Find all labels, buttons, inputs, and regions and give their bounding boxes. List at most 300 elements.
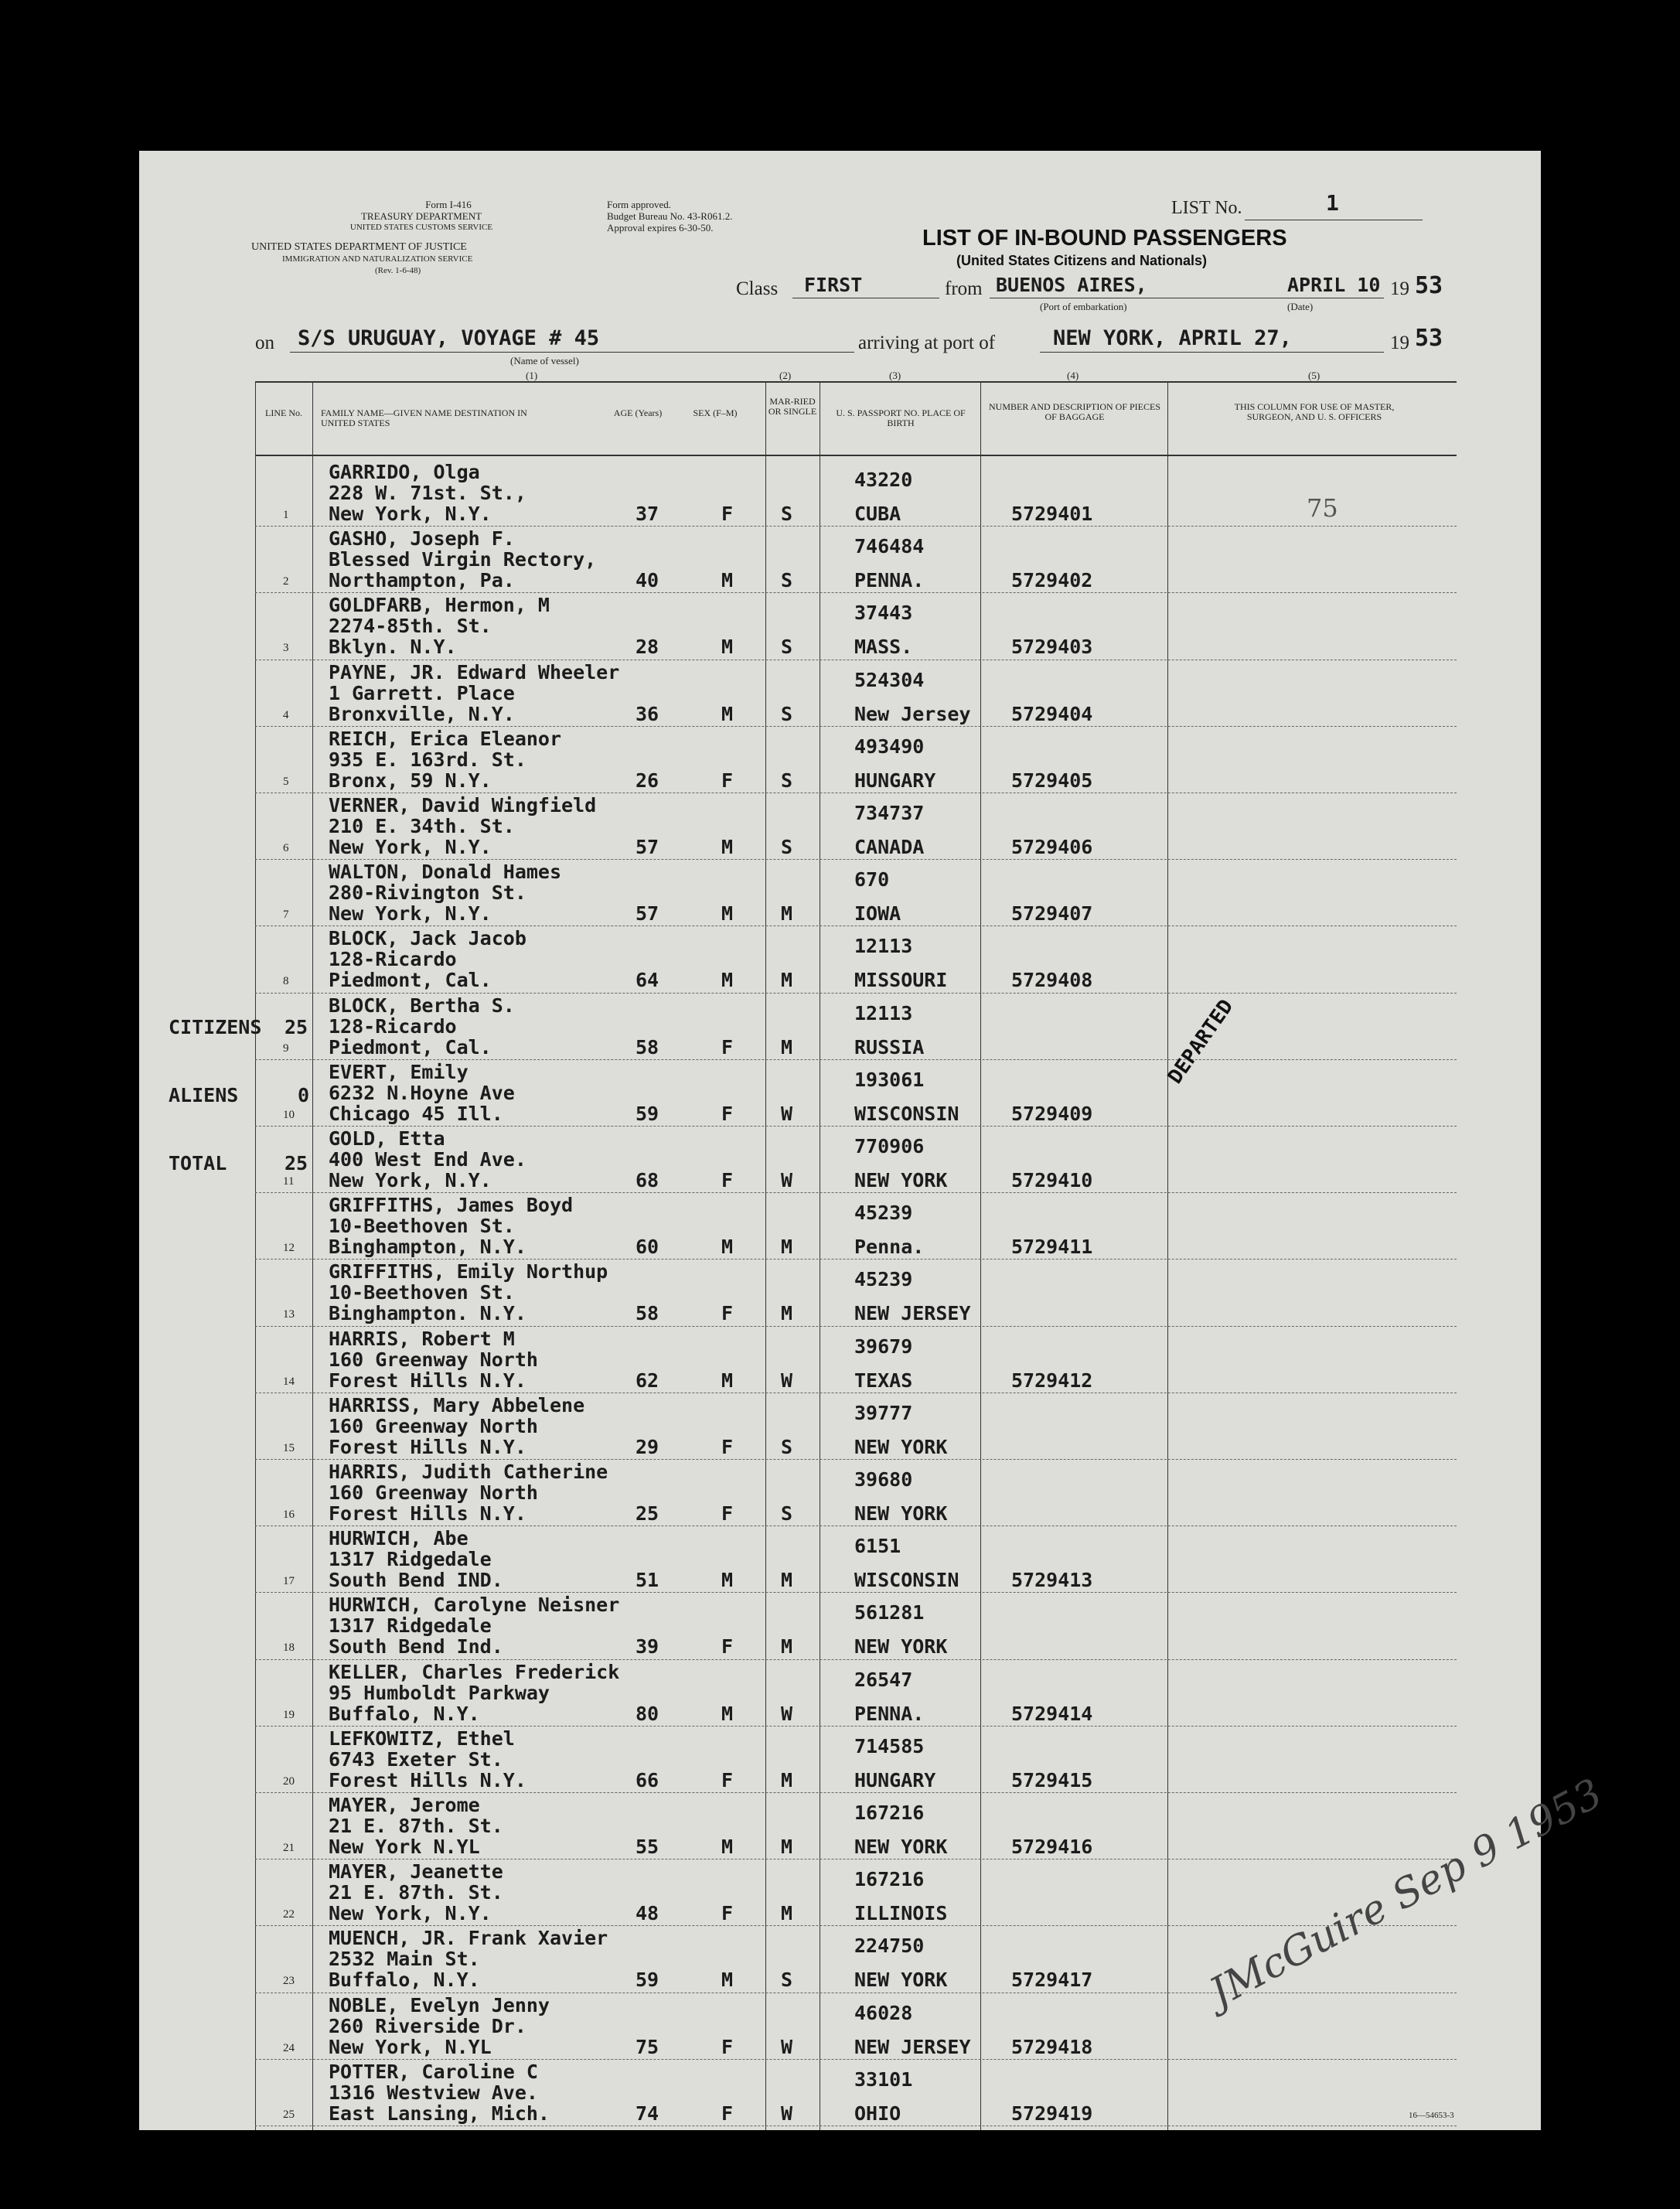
place-of-birth: NEW YORK bbox=[854, 1969, 948, 1992]
passenger-age: 80 bbox=[636, 1702, 659, 1725]
passport-number: 43220 bbox=[854, 469, 913, 491]
row-line-number: 5 bbox=[283, 775, 289, 788]
passenger-age: 58 bbox=[636, 1302, 659, 1325]
passport-number: 26547 bbox=[854, 1668, 913, 1691]
passenger-city: South Bend IND. bbox=[329, 1569, 503, 1592]
passenger-name: BLOCK, Bertha S. bbox=[329, 994, 515, 1017]
budget-bureau: Budget Bureau No. 43-R061.2. bbox=[607, 210, 733, 222]
col-header-family-name: FAMILY NAME—GIVEN NAME DESTINATION IN UNITED STATES bbox=[321, 407, 527, 428]
row-line-number: 25 bbox=[283, 2108, 295, 2121]
passenger-marital-status: W bbox=[781, 2102, 793, 2125]
passenger-name: BLOCK, Jack Jacob bbox=[329, 927, 526, 950]
passenger-name: LEFKOWITZ, Ethel bbox=[329, 1727, 515, 1750]
ins-service: IMMIGRATION AND NATURALIZATION SERVICE bbox=[282, 254, 473, 264]
passenger-name: VERNER, David Wingfield bbox=[329, 794, 597, 816]
passenger-city: Forest Hills N.Y. bbox=[329, 1369, 526, 1392]
passenger-name: HARRISS, Mary Abbelene bbox=[329, 1393, 585, 1416]
place-of-birth: TEXAS bbox=[854, 1369, 913, 1392]
passenger-sex: F bbox=[721, 1902, 734, 1925]
passenger-age: 51 bbox=[636, 1569, 659, 1592]
baggage-number: 5729416 bbox=[1011, 1836, 1093, 1858]
passport-number: 39679 bbox=[854, 1335, 913, 1358]
passenger-marital-status: M bbox=[781, 1302, 793, 1325]
passenger-marital-status: M bbox=[781, 1236, 793, 1259]
passenger-age: 25 bbox=[636, 1502, 659, 1525]
passenger-address: 1317 Ridgedale bbox=[329, 1614, 492, 1638]
passenger-name: REICH, Erica Eleanor bbox=[329, 727, 562, 750]
passenger-sex: F bbox=[721, 1435, 734, 1458]
row-line-number: 10 bbox=[283, 1108, 295, 1121]
place-of-birth: OHIO bbox=[854, 2102, 901, 2125]
passenger-address: 160 Greenway North bbox=[329, 1414, 538, 1437]
passenger-address: 21 E. 87th. St. bbox=[329, 1815, 503, 1837]
passenger-city: Binghampton, N.Y. bbox=[329, 1236, 526, 1259]
col-number-4: (4) bbox=[1067, 370, 1079, 381]
approval-expires: Approval expires 6-30-50. bbox=[607, 222, 714, 234]
row-line-number: 9 bbox=[283, 1041, 289, 1055]
col-divider bbox=[312, 381, 313, 2130]
passenger-city: Bklyn. N.Y. bbox=[329, 636, 457, 659]
baggage-number: 5729413 bbox=[1011, 1569, 1093, 1592]
row-line-number: 8 bbox=[283, 975, 289, 988]
col-divider bbox=[765, 381, 766, 2130]
passenger-marital-status: W bbox=[781, 1369, 793, 1392]
passport-number: 193061 bbox=[854, 1068, 925, 1091]
departed-stamp: DEPARTED bbox=[1164, 995, 1239, 1089]
passenger-marital-status: S bbox=[781, 1502, 793, 1525]
passenger-city: New York, N.Y. bbox=[329, 1169, 492, 1191]
passenger-sex: M bbox=[721, 902, 734, 926]
passenger-age: 39 bbox=[636, 1635, 659, 1658]
baggage-number: 5729417 bbox=[1011, 1969, 1093, 1992]
row-separator bbox=[255, 2125, 1457, 2126]
table-top-border bbox=[255, 381, 1457, 383]
passenger-marital-status: W bbox=[781, 1702, 793, 1725]
passenger-name: NOBLE, Evelyn Jenny bbox=[329, 1993, 550, 2016]
passenger-age: 59 bbox=[636, 1102, 659, 1125]
passenger-sex: F bbox=[721, 1502, 734, 1525]
passenger-address: 2532 Main St. bbox=[329, 1948, 480, 1971]
passenger-name: MAYER, Jeanette bbox=[329, 1860, 503, 1883]
passenger-name: PAYNE, JR. Edward Wheeler bbox=[329, 660, 620, 683]
passenger-sex: M bbox=[721, 1836, 734, 1858]
from-label: from bbox=[945, 278, 983, 299]
place-of-birth: IOWA bbox=[854, 902, 901, 926]
passenger-address: 1317 Ridgedale bbox=[329, 1548, 492, 1571]
passenger-name: MAYER, Jerome bbox=[329, 1794, 480, 1816]
baggage-number: 5729418 bbox=[1011, 2035, 1093, 2058]
col-number-1: (1) bbox=[526, 370, 538, 381]
passenger-address: 935 E. 163rd. St. bbox=[329, 748, 526, 771]
baggage-number: 5729415 bbox=[1011, 1768, 1093, 1791]
passenger-name: POTTER, Caroline C bbox=[329, 2060, 538, 2083]
passenger-sex: F bbox=[721, 1102, 734, 1125]
passenger-marital-status: S bbox=[781, 503, 793, 525]
row-separator bbox=[255, 1126, 1457, 1127]
place-of-birth: NEW YORK bbox=[854, 1836, 948, 1858]
passport-number: 670 bbox=[854, 868, 890, 891]
treasury-dept: TREASURY DEPARTMENT bbox=[360, 210, 482, 222]
passenger-name: GRIFFITHS, James Boyd bbox=[329, 1194, 574, 1217]
passenger-sex: F bbox=[721, 1169, 734, 1191]
on-label: on bbox=[255, 332, 274, 353]
place-of-birth: HUNGARY bbox=[854, 769, 936, 792]
passenger-sex: F bbox=[721, 503, 734, 525]
passenger-name: HURWICH, Carolyne Neisner bbox=[329, 1594, 620, 1617]
passenger-marital-status: S bbox=[781, 702, 793, 725]
passport-number: 6151 bbox=[854, 1535, 901, 1558]
passenger-age: 37 bbox=[636, 503, 659, 525]
passenger-address: 128-Ricardo bbox=[329, 1014, 457, 1038]
passenger-address: 160 Greenway North bbox=[329, 1348, 538, 1371]
passport-number: 734737 bbox=[854, 802, 925, 824]
passenger-sex: F bbox=[721, 1035, 734, 1058]
year-prefix: 19 bbox=[1390, 278, 1409, 299]
from-date-value: APRIL 10 bbox=[1287, 274, 1381, 296]
row-separator bbox=[255, 1259, 1457, 1260]
passenger-address: 128-Ricardo bbox=[329, 948, 457, 971]
passenger-address: 210 E. 34th. St. bbox=[329, 815, 515, 837]
place-of-birth: CUBA bbox=[854, 503, 901, 525]
passport-number: 39777 bbox=[854, 1401, 913, 1424]
row-separator bbox=[255, 1059, 1457, 1060]
vessel-underline bbox=[290, 352, 854, 353]
col-number-5: (5) bbox=[1308, 370, 1320, 381]
passenger-marital-status: M bbox=[781, 1035, 793, 1058]
passenger-city: Forest Hills N.Y. bbox=[329, 1768, 526, 1791]
passport-number: 167216 bbox=[854, 1802, 925, 1824]
row-line-number: 23 bbox=[283, 1975, 295, 1988]
form-revision: (Rev. 1-6-48) bbox=[375, 266, 421, 275]
passenger-marital-status: W bbox=[781, 2035, 793, 2058]
baggage-number: 5729401 bbox=[1011, 503, 1093, 525]
col-divider bbox=[255, 381, 256, 2130]
passenger-address: 10-Beethoven St. bbox=[329, 1215, 515, 1238]
row-line-number: 15 bbox=[283, 1441, 295, 1454]
passenger-age: 68 bbox=[636, 1169, 659, 1191]
date-caption: (Date) bbox=[1287, 301, 1314, 312]
passenger-age: 57 bbox=[636, 836, 659, 858]
passenger-address: 10-Beethoven St. bbox=[329, 1281, 515, 1304]
passenger-age: 66 bbox=[636, 1768, 659, 1791]
place-of-birth: Penna. bbox=[854, 1236, 925, 1259]
passenger-address: 1 Garrett. Place bbox=[329, 681, 515, 704]
passenger-sex: M bbox=[721, 1569, 734, 1592]
passenger-sex: M bbox=[721, 969, 734, 992]
place-of-birth: MISSOURI bbox=[854, 969, 948, 992]
passenger-city: Binghampton. N.Y. bbox=[329, 1302, 526, 1325]
row-line-number: 20 bbox=[283, 1774, 295, 1788]
col-number-3: (3) bbox=[889, 370, 901, 381]
row-line-number: 21 bbox=[283, 1842, 295, 1854]
passenger-address: 95 Humboldt Parkway bbox=[329, 1681, 550, 1704]
page-title: LIST OF IN-BOUND PASSENGERS bbox=[922, 226, 1287, 251]
inspector-signature: JMcGuire Sep 9 1953 bbox=[1202, 1770, 1610, 2016]
passenger-city: Piedmont, Cal. bbox=[329, 1035, 492, 1058]
row-line-number: 4 bbox=[283, 708, 289, 721]
passenger-age: 58 bbox=[636, 1035, 659, 1058]
passenger-marital-status: W bbox=[781, 1102, 793, 1125]
passenger-name: GOLDFARB, Hermon, M bbox=[329, 594, 550, 617]
col-header-age: AGE (Years) bbox=[613, 407, 663, 418]
form-number: Form I-416 bbox=[425, 199, 472, 210]
passenger-sex: F bbox=[721, 1635, 734, 1658]
passenger-city: East Lansing, Mich. bbox=[329, 2102, 550, 2125]
passenger-city: Buffalo, N.Y. bbox=[329, 1702, 480, 1725]
row-separator bbox=[255, 1326, 1457, 1327]
row-separator bbox=[255, 1792, 1457, 1793]
place-of-birth: PENNA. bbox=[854, 1702, 925, 1725]
from-port-value: BUENOS AIRES, bbox=[996, 274, 1147, 296]
passport-number: 167216 bbox=[854, 1868, 925, 1891]
row-separator bbox=[255, 1925, 1457, 1926]
passenger-sex: M bbox=[721, 1702, 734, 1725]
passenger-city: Forest Hills N.Y. bbox=[329, 1435, 526, 1458]
col-divider bbox=[980, 381, 981, 2130]
passenger-address: 260 Riverside Dr. bbox=[329, 2014, 526, 2037]
passenger-name: HARRIS, Judith Catherine bbox=[329, 1461, 608, 1483]
officer-count: 75 bbox=[1307, 493, 1338, 523]
baggage-number: 5729412 bbox=[1011, 1369, 1093, 1392]
passenger-address: 1316 Westview Ave. bbox=[329, 2081, 538, 2104]
col-number-2: (2) bbox=[779, 370, 792, 381]
passenger-sex: M bbox=[721, 636, 734, 659]
place-of-birth: WISCONSIN bbox=[854, 1569, 959, 1592]
row-separator bbox=[255, 993, 1457, 994]
passport-number: 46028 bbox=[854, 2001, 913, 2024]
row-line-number: 24 bbox=[283, 2041, 295, 2054]
passenger-marital-status: M bbox=[781, 1635, 793, 1658]
place-of-birth: RUSSIA bbox=[854, 1035, 925, 1058]
passenger-age: 75 bbox=[636, 2035, 659, 2058]
passport-number: 770906 bbox=[854, 1135, 925, 1157]
port-caption: (Port of embarkation) bbox=[1040, 301, 1127, 312]
baggage-number: 5729419 bbox=[1011, 2102, 1093, 2125]
year-value: 53 bbox=[1415, 272, 1443, 299]
passenger-marital-status: M bbox=[781, 1569, 793, 1592]
total-label: TOTAL bbox=[169, 1152, 227, 1174]
passenger-city: Piedmont, Cal. bbox=[329, 969, 492, 992]
arriving-label: arriving at port of bbox=[858, 332, 996, 353]
col-header-passport: U. S. PASSPORT NO. PLACE OF BIRTH bbox=[836, 407, 966, 428]
passenger-name: GARRIDO, Olga bbox=[329, 461, 480, 483]
total-value: 25 bbox=[285, 1152, 308, 1174]
row-separator bbox=[255, 2059, 1457, 2060]
citizens-label: CITIZENS bbox=[169, 1016, 262, 1038]
justice-dept: UNITED STATES DEPARTMENT OF JUSTICE bbox=[251, 241, 467, 253]
table-header-border bbox=[255, 455, 1457, 456]
passenger-name: KELLER, Charles Frederick bbox=[329, 1660, 620, 1683]
baggage-number: 5729402 bbox=[1011, 569, 1093, 592]
row-separator bbox=[255, 1459, 1457, 1460]
row-separator bbox=[255, 1659, 1457, 1660]
vessel-caption: (Name of vessel) bbox=[510, 355, 579, 366]
passport-number: 12113 bbox=[854, 935, 913, 958]
passenger-sex: M bbox=[721, 569, 734, 592]
passenger-marital-status: M bbox=[781, 969, 793, 992]
row-line-number: 7 bbox=[283, 908, 289, 922]
passenger-sex: M bbox=[721, 1369, 734, 1392]
passport-number: 39680 bbox=[854, 1468, 913, 1491]
passenger-age: 74 bbox=[636, 2102, 659, 2125]
passenger-marital-status: S bbox=[781, 636, 793, 659]
passenger-address: 280-Rivington St. bbox=[329, 881, 526, 905]
passenger-address: 21 E. 87th. St. bbox=[329, 1881, 503, 1904]
passenger-name: GOLD, Etta bbox=[329, 1127, 445, 1150]
baggage-number: 5729414 bbox=[1011, 1702, 1093, 1725]
passenger-city: New York, N.Y. bbox=[329, 1902, 492, 1925]
passenger-age: 55 bbox=[636, 1836, 659, 1858]
passenger-age: 59 bbox=[636, 1969, 659, 1992]
passenger-city: Forest Hills N.Y. bbox=[329, 1502, 526, 1525]
place-of-birth: NEW YORK bbox=[854, 1169, 948, 1191]
passenger-city: New York, N.Y. bbox=[329, 836, 492, 858]
place-of-birth: WISCONSIN bbox=[854, 1102, 959, 1125]
year2-prefix: 19 bbox=[1390, 332, 1409, 353]
passenger-sex: F bbox=[721, 769, 734, 792]
passenger-name: MUENCH, JR. Frank Xavier bbox=[329, 1927, 608, 1950]
passport-number: 224750 bbox=[854, 1935, 925, 1958]
passport-number: 714585 bbox=[854, 1734, 925, 1757]
form-approved: Form approved. bbox=[607, 199, 672, 210]
row-line-number: 22 bbox=[283, 1908, 295, 1921]
place-of-birth: New Jersey bbox=[854, 702, 971, 725]
passenger-age: 26 bbox=[636, 769, 659, 792]
place-of-birth: HUNGARY bbox=[854, 1768, 936, 1791]
passenger-name: WALTON, Donald Hames bbox=[329, 861, 562, 884]
passenger-city: Northampton, Pa. bbox=[329, 569, 515, 592]
row-line-number: 3 bbox=[283, 642, 289, 655]
passenger-marital-status: S bbox=[781, 1969, 793, 1992]
row-line-number: 12 bbox=[283, 1242, 295, 1255]
passenger-age: 28 bbox=[636, 636, 659, 659]
row-line-number: 18 bbox=[283, 1641, 295, 1655]
row-separator bbox=[255, 1192, 1457, 1193]
passenger-address: 228 W. 71st. St., bbox=[329, 482, 526, 504]
passenger-address: 6232 N.Hoyne Ave bbox=[329, 1081, 515, 1104]
row-separator bbox=[255, 1592, 1457, 1593]
passenger-address: 400 West End Ave. bbox=[329, 1148, 526, 1171]
passenger-marital-status: W bbox=[781, 1169, 793, 1191]
baggage-number: 5729405 bbox=[1011, 769, 1093, 792]
footer-code: 16—54653-3 bbox=[1409, 2111, 1454, 2120]
baggage-number: 5729408 bbox=[1011, 969, 1093, 992]
passport-number: 561281 bbox=[854, 1601, 925, 1624]
arriving-underline bbox=[1040, 352, 1384, 353]
col-header-baggage: NUMBER AND DESCRIPTION OF PIECES OF BAGGAGE bbox=[988, 401, 1161, 422]
row-line-number: 1 bbox=[283, 509, 289, 521]
passport-number: 45239 bbox=[854, 1202, 913, 1225]
row-separator bbox=[255, 592, 1457, 593]
passenger-age: 62 bbox=[636, 1369, 659, 1392]
passport-number: 33101 bbox=[854, 2068, 913, 2091]
baggage-number: 5729406 bbox=[1011, 836, 1093, 858]
row-separator bbox=[255, 526, 1457, 527]
passenger-sex: M bbox=[721, 836, 734, 858]
passenger-age: 29 bbox=[636, 1435, 659, 1458]
col-header-sex: SEX (F–M) bbox=[693, 407, 738, 418]
passenger-name: GRIFFITHS, Emily Northup bbox=[329, 1260, 608, 1283]
baggage-number: 5729411 bbox=[1011, 1236, 1093, 1259]
passport-number: 45239 bbox=[854, 1268, 913, 1291]
baggage-number: 5729403 bbox=[1011, 636, 1093, 659]
class-label: Class bbox=[736, 278, 779, 299]
row-separator bbox=[255, 859, 1457, 860]
citizens-value: 25 bbox=[285, 1016, 308, 1038]
passenger-name: GASHO, Joseph F. bbox=[329, 527, 515, 551]
baggage-number: 5729404 bbox=[1011, 702, 1093, 725]
passport-number: 37443 bbox=[854, 602, 913, 625]
passenger-name: HURWICH, Abe bbox=[329, 1527, 469, 1550]
passenger-address: 160 Greenway North bbox=[329, 1481, 538, 1504]
row-separator bbox=[255, 1859, 1457, 1860]
place-of-birth: CANADA bbox=[854, 836, 925, 858]
passport-number: 12113 bbox=[854, 1001, 913, 1024]
place-of-birth: NEW JERSEY bbox=[854, 2035, 971, 2058]
col-header-line-no: LINE No. bbox=[265, 407, 302, 418]
list-no-label: LIST No. bbox=[1171, 198, 1242, 218]
passenger-city: New York N.YL bbox=[329, 1836, 480, 1858]
passenger-age: 64 bbox=[636, 969, 659, 992]
passenger-sex: M bbox=[721, 1236, 734, 1259]
place-of-birth: PENNA. bbox=[854, 569, 925, 592]
passenger-name: EVERT, Emily bbox=[329, 1060, 469, 1083]
row-line-number: 16 bbox=[283, 1508, 295, 1521]
col-header-officers: THIS COLUMN FOR USE OF MASTER, SURGEON, AND U. S. OFFICERS bbox=[1234, 401, 1395, 422]
row-line-number: 19 bbox=[283, 1708, 295, 1721]
row-line-number: 17 bbox=[283, 1575, 295, 1588]
row-separator bbox=[255, 726, 1457, 727]
place-of-birth: NEW YORK bbox=[854, 1635, 948, 1658]
passenger-marital-status: S bbox=[781, 836, 793, 858]
row-line-number: 13 bbox=[283, 1308, 295, 1321]
passenger-sex: F bbox=[721, 1768, 734, 1791]
passenger-sex: F bbox=[721, 1302, 734, 1325]
passenger-sex: F bbox=[721, 2102, 734, 2125]
place-of-birth: MASS. bbox=[854, 636, 913, 659]
passenger-city: Buffalo, N.Y. bbox=[329, 1969, 480, 1992]
passenger-address: Blessed Virgin Rectory, bbox=[329, 548, 597, 571]
passenger-city: South Bend Ind. bbox=[329, 1635, 503, 1658]
passenger-address: 6743 Exeter St. bbox=[329, 1747, 503, 1771]
passenger-address: 2274-85th. St. bbox=[329, 615, 492, 638]
place-of-birth: ILLINOIS bbox=[854, 1902, 948, 1925]
aliens-label: ALIENS bbox=[169, 1084, 239, 1106]
passenger-marital-status: S bbox=[781, 569, 793, 592]
baggage-number: 5729410 bbox=[1011, 1169, 1093, 1191]
passenger-name: HARRIS, Robert M bbox=[329, 1327, 515, 1350]
passenger-marital-status: M bbox=[781, 902, 793, 926]
passenger-marital-status: S bbox=[781, 769, 793, 792]
col-divider bbox=[1167, 381, 1168, 2130]
vessel-value: S/S URUGUAY, VOYAGE # 45 bbox=[298, 326, 600, 350]
row-line-number: 11 bbox=[283, 1175, 295, 1188]
passenger-city: New York, N.Y. bbox=[329, 902, 492, 926]
passport-number: 746484 bbox=[854, 535, 925, 558]
customs-service: UNITED STATES CUSTOMS SERVICE bbox=[349, 223, 493, 232]
passenger-age: 40 bbox=[636, 569, 659, 592]
passenger-city: Bronxville, N.Y. bbox=[329, 702, 515, 725]
row-line-number: 14 bbox=[283, 1375, 295, 1388]
passenger-marital-status: M bbox=[781, 1768, 793, 1791]
col-header-married: MAR-RIED OR SINGLE bbox=[768, 396, 817, 417]
passenger-marital-status: M bbox=[781, 1836, 793, 1858]
passenger-age: 57 bbox=[636, 902, 659, 926]
place-of-birth: NEW YORK bbox=[854, 1502, 948, 1525]
passenger-marital-status: S bbox=[781, 1435, 793, 1458]
passenger-city: Bronx, 59 N.Y. bbox=[329, 769, 492, 792]
passenger-marital-status: M bbox=[781, 1902, 793, 1925]
